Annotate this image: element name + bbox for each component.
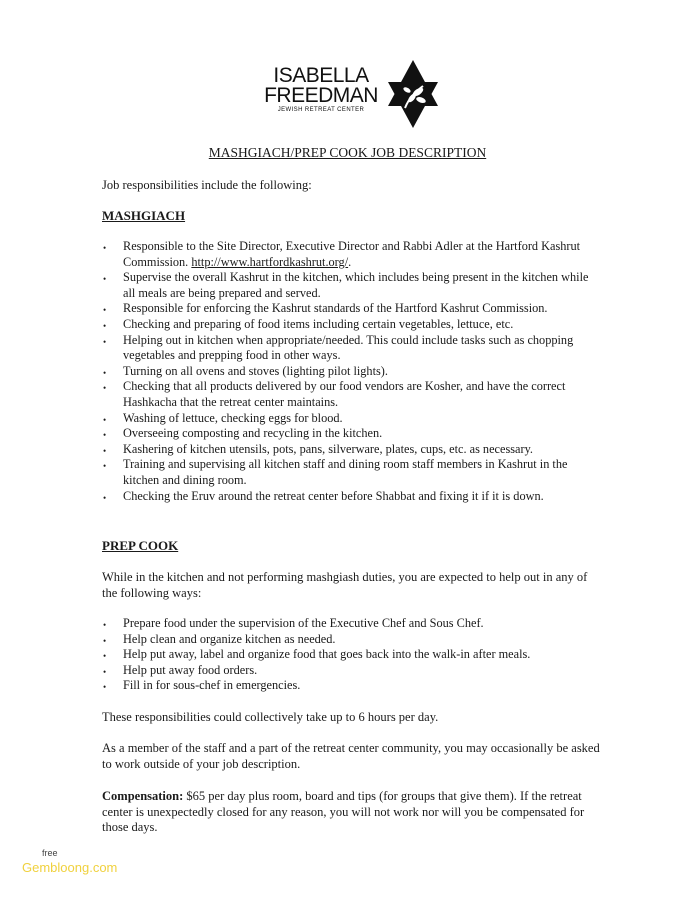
list-item-text: Washing of lettuce, checking eggs for blood. xyxy=(123,410,343,425)
list-item xyxy=(103,632,603,648)
list-item xyxy=(103,457,603,488)
member-paragraph: As a member of the staff and a part of the retreat center community, you may occasionally be asked to work outside of your job description. xyxy=(102,741,600,771)
bullet-icon: • xyxy=(103,620,107,630)
star-of-david-icon xyxy=(385,58,441,130)
list-item-text: Helping out in kitchen when appropriate/needed. This could include tasks such as chopping vegetables and prepping food in other ways. xyxy=(123,332,574,363)
list-item-text: Kashering of kitchen utensils, pots, pans, silverware, plates, cups, etc. as necessary. xyxy=(123,441,534,456)
section-heading-prep-cook: PREP COOK xyxy=(102,538,179,553)
prep-cook-intro: While in the kitchen and not performing mashgiash duties, you are expected to help out in any of the following ways: xyxy=(102,570,588,600)
hours-paragraph: These responsibilities could collectively take up to 6 hours per day. xyxy=(102,710,439,724)
compensation-paragraph xyxy=(102,789,602,836)
bullet-icon: • xyxy=(103,336,107,347)
list-item-text: Checking that all products delivered by our food vendors are Kosher, and have the correct Hashkacha that the retreat center maintains. xyxy=(123,379,566,409)
list-item-text: Overseeing composting and recycling in the kitchen. xyxy=(123,426,383,441)
bullet-icon: • xyxy=(103,367,107,378)
list-item-text-end: . xyxy=(348,254,352,269)
list-item xyxy=(103,317,603,333)
bullet-icon: • xyxy=(103,305,107,316)
bullet-icon: • xyxy=(103,243,107,253)
logo-wordmark xyxy=(257,58,385,115)
list-item xyxy=(103,616,603,632)
bullet-icon: • xyxy=(103,666,107,677)
logo-line-3: JEWISH RETREAT CENTER xyxy=(277,107,365,113)
list-item-text: Responsible for enforcing the Kashrut standards of the Hartford Kashrut Commission. xyxy=(123,301,548,316)
list-item-text: Responsible to the Site Director, Executive Director and Rabbi Adler at the Hartford Kashrut Commission. xyxy=(123,239,581,269)
logo-line-2: FREEDMAN xyxy=(264,84,378,107)
list-item-text: Help put away, label and organize food that goes back into the walk-in after meals. xyxy=(123,647,531,662)
list-item xyxy=(103,489,603,505)
list-item xyxy=(103,678,603,694)
list-item-text: Help put away food orders. xyxy=(123,662,258,677)
prep-cook-list xyxy=(103,616,603,694)
list-item xyxy=(103,663,603,679)
bullet-icon: • xyxy=(103,461,107,472)
list-item-text: Checking the Eruv around the retreat center before Shabbat and fixing it if it is down. xyxy=(123,488,544,503)
bullet-icon: • xyxy=(103,682,107,693)
bullet-icon: • xyxy=(103,651,107,662)
list-item-text: Fill in for sous-chef in emergencies. xyxy=(123,678,301,693)
list-item xyxy=(103,333,603,364)
intro-text: Job responsibilities include the following: xyxy=(102,178,312,192)
list-item xyxy=(103,239,603,270)
watermark-site: Gembloong.com xyxy=(22,860,118,875)
bullet-icon: • xyxy=(103,445,107,456)
bullet-icon: • xyxy=(103,430,107,441)
mashgiach-list xyxy=(103,239,603,504)
list-item-text: Turning on all ovens and stoves (lighting pilot lights). xyxy=(123,363,388,378)
page-title: MASHGIACH/PREP COOK JOB DESCRIPTION xyxy=(208,145,487,160)
logo-line-1: ISABELLA xyxy=(273,64,369,87)
bullet-icon: • xyxy=(103,492,107,503)
bullet-icon: • xyxy=(103,320,107,331)
logo xyxy=(257,58,447,130)
compensation-text: $65 per day plus room, board and tips (for groups that give them). If the retreat center is unexpectedly closed for any reason, you will not work nor will you be compensated for those days. xyxy=(102,789,585,835)
section-heading-mashgiach: MASHGIACH xyxy=(102,208,186,223)
list-item xyxy=(103,411,603,427)
list-item-text: Prepare food under the supervision of the Executive Chef and Sous Chef. xyxy=(123,616,484,630)
bullet-icon: • xyxy=(103,274,107,285)
list-item xyxy=(103,301,603,317)
list-item-text: Help clean and organize kitchen as needed. xyxy=(123,631,336,646)
list-item xyxy=(103,364,603,380)
bullet-icon: • xyxy=(103,414,107,425)
watermark xyxy=(22,848,117,875)
hartford-kashrut-link[interactable]: http://www.hartfordkashrut.org/ xyxy=(191,254,349,269)
list-item xyxy=(103,647,603,663)
list-item-text: Training and supervising all kitchen staff and dining room staff members in Kashrut in the kitchen and dining room. xyxy=(123,457,568,487)
list-item xyxy=(103,442,603,458)
compensation-label: Compensation: xyxy=(102,789,184,803)
list-item xyxy=(103,379,603,410)
list-item-text: Checking and preparing of food items including certain vegetables, lettuce, etc. xyxy=(123,316,514,331)
list-item xyxy=(103,270,603,301)
list-item-text: Supervise the overall Kashrut in the kitchen, which includes being present in the kitchen while all meals are being prepared and served. xyxy=(123,270,589,300)
watermark-free: free xyxy=(42,848,58,858)
bullet-icon: • xyxy=(103,383,107,394)
list-item xyxy=(103,426,603,442)
bullet-icon: • xyxy=(103,635,107,646)
